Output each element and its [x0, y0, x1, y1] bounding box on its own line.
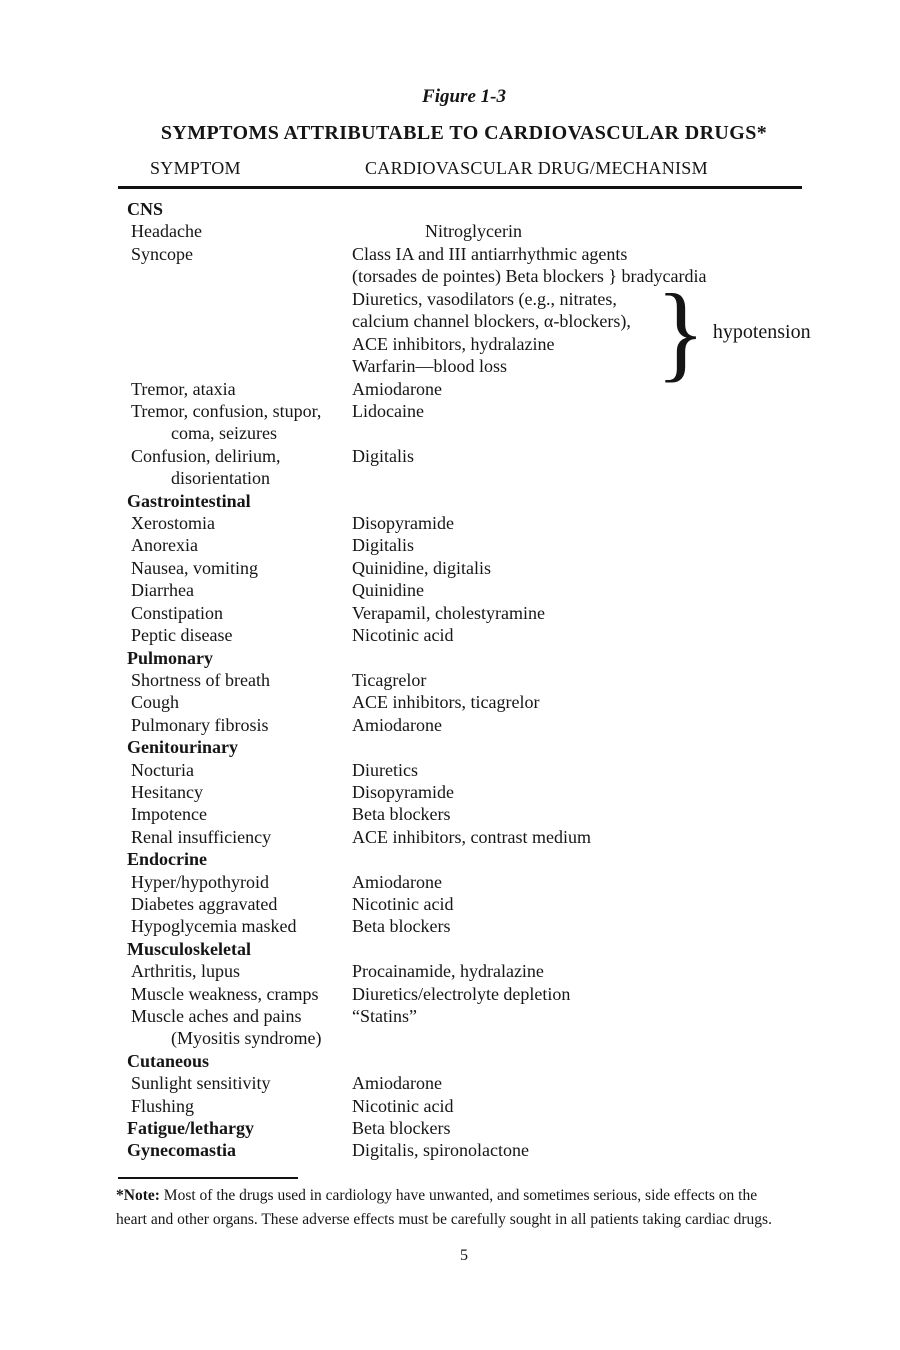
symptom-cell	[118, 445, 352, 490]
drug-line: Amiodarone	[352, 378, 442, 399]
symptom-cell	[118, 1139, 352, 1161]
drug-line: ACE inhibitors, ticagrelor	[352, 692, 540, 713]
drug-line: Class IA and III antiarrhythmic agents	[352, 243, 628, 264]
symptom-line: Syncope	[131, 243, 193, 264]
table-row	[118, 803, 810, 825]
drug-cell	[352, 378, 810, 400]
symptom-cell	[118, 624, 352, 646]
symptom-cell	[118, 714, 352, 736]
drug-line: Quinidine	[352, 580, 424, 601]
table-row	[118, 1139, 810, 1161]
drug-line: Digitalis	[352, 445, 414, 466]
drug-line: Quinidine, digitalis	[352, 557, 491, 578]
section-heading: CNS	[127, 199, 164, 219]
symptom-cell	[118, 893, 352, 915]
drug-cell	[352, 1117, 810, 1139]
table-row	[118, 220, 810, 242]
table-row	[118, 1117, 810, 1139]
drug-line: calcium channel blockers, α-blockers),	[352, 311, 631, 332]
drug-line: Warfarin—blood loss	[352, 356, 508, 377]
drug-line: “Statins”	[352, 1006, 417, 1026]
figure-label: Figure 1-3	[422, 86, 506, 107]
footnote	[116, 1184, 812, 1232]
curly-brace-icon: }	[656, 272, 706, 392]
section-heading-row	[118, 736, 810, 758]
symptom-line: Hypoglycemia masked	[131, 916, 297, 937]
drug-line: Verapamil, cholestyramine	[352, 602, 545, 623]
drug-line: Nitroglycerin	[425, 221, 522, 242]
symptom-line: Xerostomia	[131, 513, 215, 534]
drug-cell	[352, 557, 810, 579]
drug-cell	[352, 400, 810, 445]
drug-cell	[352, 871, 810, 893]
drug-cell	[352, 1095, 810, 1117]
table-row	[118, 445, 810, 490]
drug-line: Amiodarone	[352, 871, 442, 892]
symptom-cell	[118, 243, 352, 378]
symptom-cell	[118, 781, 352, 803]
brace-drug-lines	[352, 288, 656, 378]
drug-cell	[352, 445, 810, 490]
table-row	[118, 893, 810, 915]
drug-line: Nicotinic acid	[352, 893, 454, 914]
drug-cell	[352, 1139, 810, 1161]
symptom-line: Fatigue/lethargy	[127, 1118, 254, 1139]
symptom-cell	[118, 871, 352, 893]
drug-line: (torsades de pointes) Beta blockers } bradycardia	[352, 266, 707, 287]
section-heading-row	[118, 938, 810, 960]
drug-cell	[352, 915, 810, 937]
section-heading-row	[118, 1050, 810, 1072]
symptom-line: Muscle weakness, cramps	[131, 983, 319, 1004]
symptom-cell	[118, 915, 352, 937]
symptom-cell	[118, 579, 352, 601]
table-row	[118, 512, 810, 534]
table-row	[118, 781, 810, 803]
drug-cell	[352, 893, 810, 915]
column-headers	[118, 158, 810, 179]
symptom-cell	[118, 534, 352, 556]
symptom-cell	[118, 557, 352, 579]
symptom-line: (Myositis syndrome)	[171, 1028, 322, 1049]
page-title: SYMPTOMS ATTRIBUTABLE TO CARDIOVASCULAR DRUGS*	[160, 122, 768, 144]
symptom-line: Gynecomastia	[127, 1140, 236, 1161]
drug-cell	[352, 624, 810, 646]
drug-line: Amiodarone	[352, 714, 442, 735]
drug-line: Digitalis, spironolactone	[352, 1140, 529, 1161]
symptom-line: Confusion, delirium,	[131, 445, 281, 466]
drug-cell	[352, 669, 810, 691]
table-row	[118, 378, 810, 400]
symptom-line: Muscle aches and pains	[131, 1006, 302, 1026]
symptom-cell	[118, 983, 352, 1005]
footnote-divider	[118, 1177, 298, 1179]
table-row	[118, 1072, 810, 1094]
drug-line: Diuretics	[352, 759, 418, 780]
symptom-line: disorientation	[171, 468, 270, 489]
drug-line: Disopyramide	[352, 513, 454, 534]
drug-cell	[352, 512, 810, 534]
section-heading: Gastrointestinal	[127, 490, 251, 511]
footnote-note-label: *Note:	[116, 1186, 160, 1204]
table-row	[118, 759, 810, 781]
drug-line: Ticagrelor	[352, 669, 427, 690]
brace-label: hypotension	[712, 321, 811, 344]
page-content	[118, 0, 810, 1265]
symptom-line: Arthritis, lupus	[131, 961, 241, 982]
drug-line: Beta blockers	[352, 804, 451, 825]
section-heading-row	[118, 198, 810, 220]
symptom-cell	[118, 602, 352, 624]
drug-line: Disopyramide	[352, 781, 454, 802]
drug-cell	[352, 1005, 810, 1050]
symptom-cell	[118, 826, 352, 848]
table-row	[118, 691, 810, 713]
drug-cell	[352, 826, 810, 848]
symptom-line: Pulmonary fibrosis	[131, 714, 269, 735]
section-heading: Genitourinary	[127, 737, 238, 758]
symptom-cell	[118, 759, 352, 781]
section-heading: Musculoskeletal	[127, 938, 251, 959]
header-rule	[118, 186, 802, 189]
symptom-cell	[118, 220, 352, 242]
section-heading-row	[118, 848, 810, 870]
table-row	[118, 579, 810, 601]
drug-cell	[352, 602, 810, 624]
section-heading-row	[118, 490, 810, 512]
drug-cell	[352, 759, 810, 781]
symptom-cell	[118, 669, 352, 691]
drug-line: ACE inhibitors, contrast medium	[352, 826, 591, 847]
symptom-line: Renal insufficiency	[131, 826, 272, 847]
symptom-line: Diabetes aggravated	[131, 893, 278, 914]
table-row	[118, 826, 810, 848]
drug-line: Lidocaine	[352, 401, 424, 422]
symptom-line: Flushing	[131, 1095, 195, 1116]
symptom-line: Nocturia	[131, 759, 194, 780]
table-row	[118, 669, 810, 691]
symptom-line: Sunlight sensitivity	[131, 1073, 271, 1094]
drug-cell	[352, 803, 810, 825]
table-row	[118, 915, 810, 937]
table-row	[118, 557, 810, 579]
symptom-cell	[118, 512, 352, 534]
section-heading-row	[118, 647, 810, 669]
drug-line: Beta blockers	[352, 1118, 451, 1139]
section-heading: Cutaneous	[127, 1050, 210, 1071]
symptom-cell	[118, 1005, 352, 1050]
drug-cell	[352, 781, 810, 803]
drug-line: Diuretics/electrolyte depletion	[352, 983, 571, 1004]
table-row	[118, 624, 810, 646]
symptom-cell	[118, 1117, 352, 1139]
drug-line: ACE inhibitors, hydralazine	[352, 333, 555, 354]
table-row	[118, 983, 810, 1005]
table-row	[118, 534, 810, 556]
symptom-table	[118, 198, 810, 1162]
symptom-line: Impotence	[131, 804, 207, 825]
drug-line: Amiodarone	[352, 1073, 442, 1094]
symptom-line: Diarrhea	[131, 580, 194, 601]
symptom-cell	[118, 803, 352, 825]
symptom-line: Constipation	[131, 602, 224, 623]
symptom-line: Hesitancy	[131, 781, 203, 802]
drug-line: Nicotinic acid	[352, 625, 454, 646]
symptom-line: Cough	[131, 692, 180, 713]
table-row	[118, 960, 810, 982]
symptom-cell	[118, 1072, 352, 1094]
table-row	[118, 602, 810, 624]
footnote-line-1: Most of the drugs used in cardiology have unwanted, and sometimes serious, side effects on the	[159, 1186, 758, 1204]
drug-line: Nicotinic acid	[352, 1095, 454, 1116]
section-heading: Pulmonary	[127, 647, 214, 668]
drug-line: Procainamide, hydralazine	[352, 961, 544, 982]
symptom-line: Tremor, ataxia	[131, 378, 236, 399]
drug-cell	[352, 579, 810, 601]
symptom-line: Hyper/hypothyroid	[131, 871, 269, 892]
symptom-cell	[118, 691, 352, 713]
symptom-line: Shortness of breath	[131, 669, 270, 690]
drug-line: Diuretics, vasodilators (e.g., nitrates,	[352, 288, 617, 309]
symptom-line: Anorexia	[131, 535, 198, 556]
table-row	[118, 400, 810, 445]
symptom-line: coma, seizures	[171, 423, 277, 444]
drug-line: Beta blockers	[352, 916, 451, 937]
section-heading: Endocrine	[127, 849, 208, 870]
symptom-cell	[118, 400, 352, 445]
table-row	[118, 871, 810, 893]
symptom-line: Nausea, vomiting	[131, 557, 258, 578]
drug-cell	[352, 220, 810, 242]
symptom-cell	[118, 1095, 352, 1117]
symptom-line: Peptic disease	[131, 625, 233, 646]
drug-cell	[352, 960, 810, 982]
drug-cell	[352, 534, 810, 556]
column-header-symptom: SYMPTOM	[150, 158, 241, 178]
page-number: 5	[460, 1246, 468, 1264]
drug-cell	[352, 714, 810, 736]
drug-cell	[352, 1072, 810, 1094]
footnote-line-2: heart and other organs. These adverse effects must be carefully sought in all patients taking cardiac drugs.	[116, 1210, 772, 1228]
drug-cell	[352, 983, 810, 1005]
symptom-cell	[118, 378, 352, 400]
column-header-drug: CARDIOVASCULAR DRUG/MECHANISM	[365, 158, 708, 178]
drug-cell	[352, 691, 810, 713]
symptom-line: Headache	[131, 221, 202, 242]
drug-line: Digitalis	[352, 535, 414, 556]
symptom-line: Tremor, confusion, stupor,	[131, 401, 322, 422]
table-row	[118, 1005, 810, 1050]
table-row	[118, 714, 810, 736]
table-row	[118, 1095, 810, 1117]
symptom-cell	[118, 960, 352, 982]
